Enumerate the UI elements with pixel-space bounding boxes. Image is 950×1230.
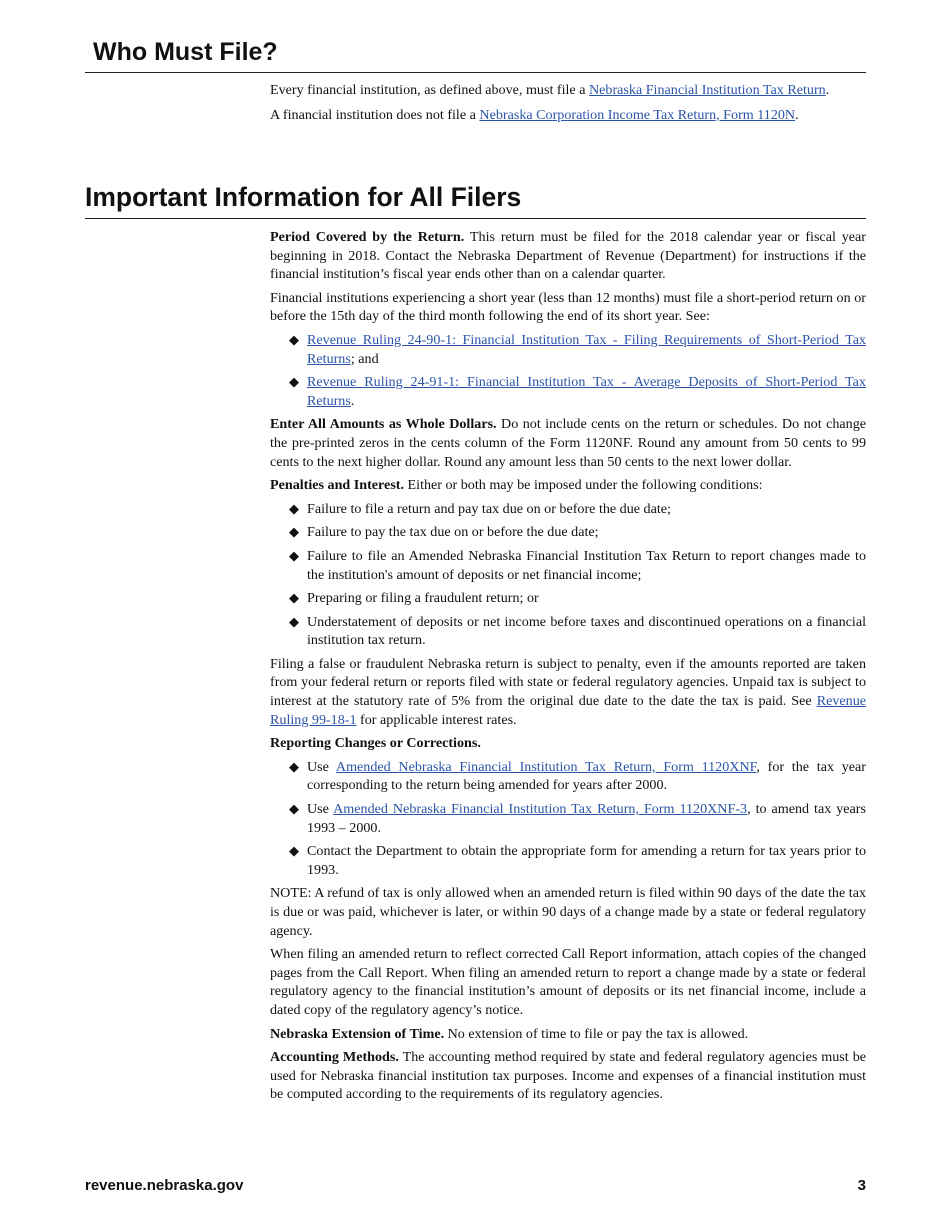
list-item-text: , to amend tax years 1993 – 2000. — [307, 801, 866, 836]
paragraph-text: This return must be filed for the 2018 calendar year or fiscal year beginning in 2018. Contact the Nebraska Department of Revenue (Department) for instructions if the financial institution’s fiscal year ends other than on a calendar quarter. — [270, 229, 866, 283]
reporting-changes-list — [270, 758, 866, 880]
diamond-bullet-icon: ◆ — [289, 843, 299, 859]
paragraph-text: Either or both may be imposed under the following conditions: — [404, 477, 763, 494]
list-item-text: Failure to file a return and pay tax due on or before the due date; — [307, 500, 671, 517]
list-item-text: Use — [307, 801, 334, 818]
penalties-label: Penalties and Interest. — [270, 477, 405, 494]
period-covered-label: Period Covered by the Return. — [270, 229, 465, 245]
diamond-bullet-icon: ◆ — [289, 801, 299, 817]
list-item-text: Use — [307, 758, 336, 775]
list-item — [270, 331, 866, 368]
list-item-text: Understatement of deposits or net income before taxes and discontinued operations on a financial institution tax return. — [307, 613, 866, 649]
paragraph-text: . — [795, 106, 799, 123]
paragraph-text: Filing a false or fraudulent Nebraska return is subject to penalty, even if the amounts reported are taken from your federal return or reports filed with state or federal regulatory agencies. Unpaid tax is subject to interest at the statutory rate of 5% from the original due date to the date the tax is paid. See — [270, 655, 866, 710]
who-must-file-body — [270, 81, 866, 124]
penalties-paragraph — [270, 476, 866, 495]
paragraph-text: Do not include cents on the return or schedules. Do not change the pre-printed zeros in the cents column of the Form 1120NF. Round any amount from 50 cents to 99 cents to the next higher dollar. Round any amount less than 50 cents to the next lower dollar. — [270, 416, 867, 470]
list-item-text: Failure to file an Amended Nebraska Financial Institution Tax Return to report changes made to the institution's amount of deposits or net financial income; — [307, 547, 866, 583]
form-1120xnf-3-link[interactable]: Amended Nebraska Financial Institution Tax Return, Form 1120XNF-3 — [333, 801, 748, 818]
list-item-text: , for the tax year corresponding to the return being amended for years after 2000. — [307, 758, 866, 794]
diamond-bullet-icon: ◆ — [289, 758, 299, 774]
list-item-text: Failure to pay the tax due on or before the due date; — [307, 524, 599, 541]
accounting-methods-label: Accounting Methods. — [270, 1049, 399, 1066]
whole-dollars-paragraph — [270, 415, 866, 471]
list-item — [270, 523, 866, 542]
reporting-changes-paragraph — [270, 734, 866, 753]
revenue-rulings-list — [270, 331, 866, 410]
list-item — [270, 547, 866, 584]
list-item — [270, 842, 866, 879]
extension-label: Nebraska Extension of Time. — [270, 1025, 445, 1042]
paragraph-text: . — [825, 82, 830, 98]
paragraph-text: No extension of time to file or pay the tax is allowed. — [444, 1025, 749, 1042]
important-information-section — [85, 180, 866, 1109]
period-covered-paragraph — [270, 228, 866, 284]
paragraph-text: The accounting method required by state and federal regulatory agencies must be used for Nebraska financial institution tax purposes. Income and expenses of a financial institution must be computed according to the requirements of its regulatory agencies. — [270, 1049, 867, 1103]
list-item — [270, 758, 866, 795]
page-footer — [85, 1177, 866, 1194]
diamond-bullet-icon: ◆ — [289, 524, 299, 540]
important-information-body — [270, 228, 866, 1104]
list-item — [270, 800, 866, 837]
list-item — [270, 500, 866, 519]
paragraph-text: A financial institution does not file a — [270, 106, 480, 123]
paragraph-text: Every financial institution, as defined above, must file a — [270, 82, 589, 98]
accounting-methods-paragraph — [270, 1048, 866, 1104]
who-must-file-paragraph-1 — [270, 81, 866, 100]
whole-dollars-label: Enter All Amounts as Whole Dollars. — [270, 416, 497, 433]
list-item — [270, 613, 866, 650]
diamond-bullet-icon: ◆ — [289, 613, 299, 629]
page-number: 3 — [857, 1177, 866, 1194]
form-1120n-link[interactable]: Nebraska Corporation Income Tax Return, Form 1120N — [479, 106, 796, 123]
short-year-paragraph: Financial institutions experiencing a short year (less than 12 months) must file a short-period return on or before the 15th day of the third month following the end of its short year. See: — [270, 289, 866, 325]
diamond-bullet-icon: ◆ — [289, 547, 299, 563]
penalty-conditions-list — [270, 500, 866, 650]
refund-note-paragraph: NOTE: A refund of tax is only allowed when an amended return is filed within 90 days of the date the tax is due or was paid, whichever is later, or within 90 days of a change made by a state or federal regulatory agency. — [270, 885, 866, 939]
revenue-ruling-24-91-1-link[interactable]: Revenue Ruling 24-91-1: Financial Institution Tax - Average Deposits of Short-Period Tax Returns — [307, 374, 866, 409]
diamond-bullet-icon: ◆ — [289, 590, 299, 606]
who-must-file-paragraph-2 — [270, 106, 866, 125]
list-item-text: Contact the Department to obtain the appropriate form for amending a return for tax years prior to 1993. — [307, 843, 866, 878]
form-1120xnf-link[interactable]: Amended Nebraska Financial Institution Tax Return, Form 1120XNF — [335, 758, 757, 775]
paragraph-text: . — [350, 392, 355, 409]
extension-paragraph — [270, 1025, 866, 1044]
important-information-heading: Important Information for All Filers — [85, 180, 866, 219]
diamond-bullet-icon: ◆ — [289, 331, 299, 347]
call-report-paragraph: When filing an amended return to reflect corrected Call Report information, attach copies of the changed pages from the Call Report. When filing an amended return to report a change made by a state or federal regulatory agency to the financial institution’s amount of deposits or its net financial income, include a dated copy of the regulatory agency’s notice. — [270, 946, 866, 1018]
paragraph-text: ; and — [350, 350, 379, 367]
diamond-bullet-icon: ◆ — [289, 500, 299, 516]
reporting-changes-label: Reporting Changes or Corrections. — [270, 735, 481, 752]
website-url: revenue.nebraska.gov — [85, 1177, 244, 1194]
diamond-bullet-icon: ◆ — [289, 374, 299, 390]
who-must-file-heading: Who Must File? — [85, 36, 866, 73]
false-return-paragraph — [270, 655, 866, 729]
nebraska-fi-tax-return-link[interactable]: Nebraska Financial Institution Tax Return — [588, 82, 826, 98]
list-item — [270, 589, 866, 608]
list-item — [270, 373, 866, 410]
paragraph-text: for applicable interest rates. — [356, 711, 517, 728]
list-item-text: Preparing or filing a fraudulent return; or — [307, 590, 539, 607]
revenue-ruling-99-18-1-link[interactable]: Revenue Ruling 99-18-1 — [270, 693, 866, 728]
who-must-file-section — [85, 36, 866, 130]
revenue-ruling-24-90-1-link[interactable]: Revenue Ruling 24-90-1: Financial Institution Tax - Filing Requirements of Short-Period Tax Returns — [307, 331, 866, 367]
